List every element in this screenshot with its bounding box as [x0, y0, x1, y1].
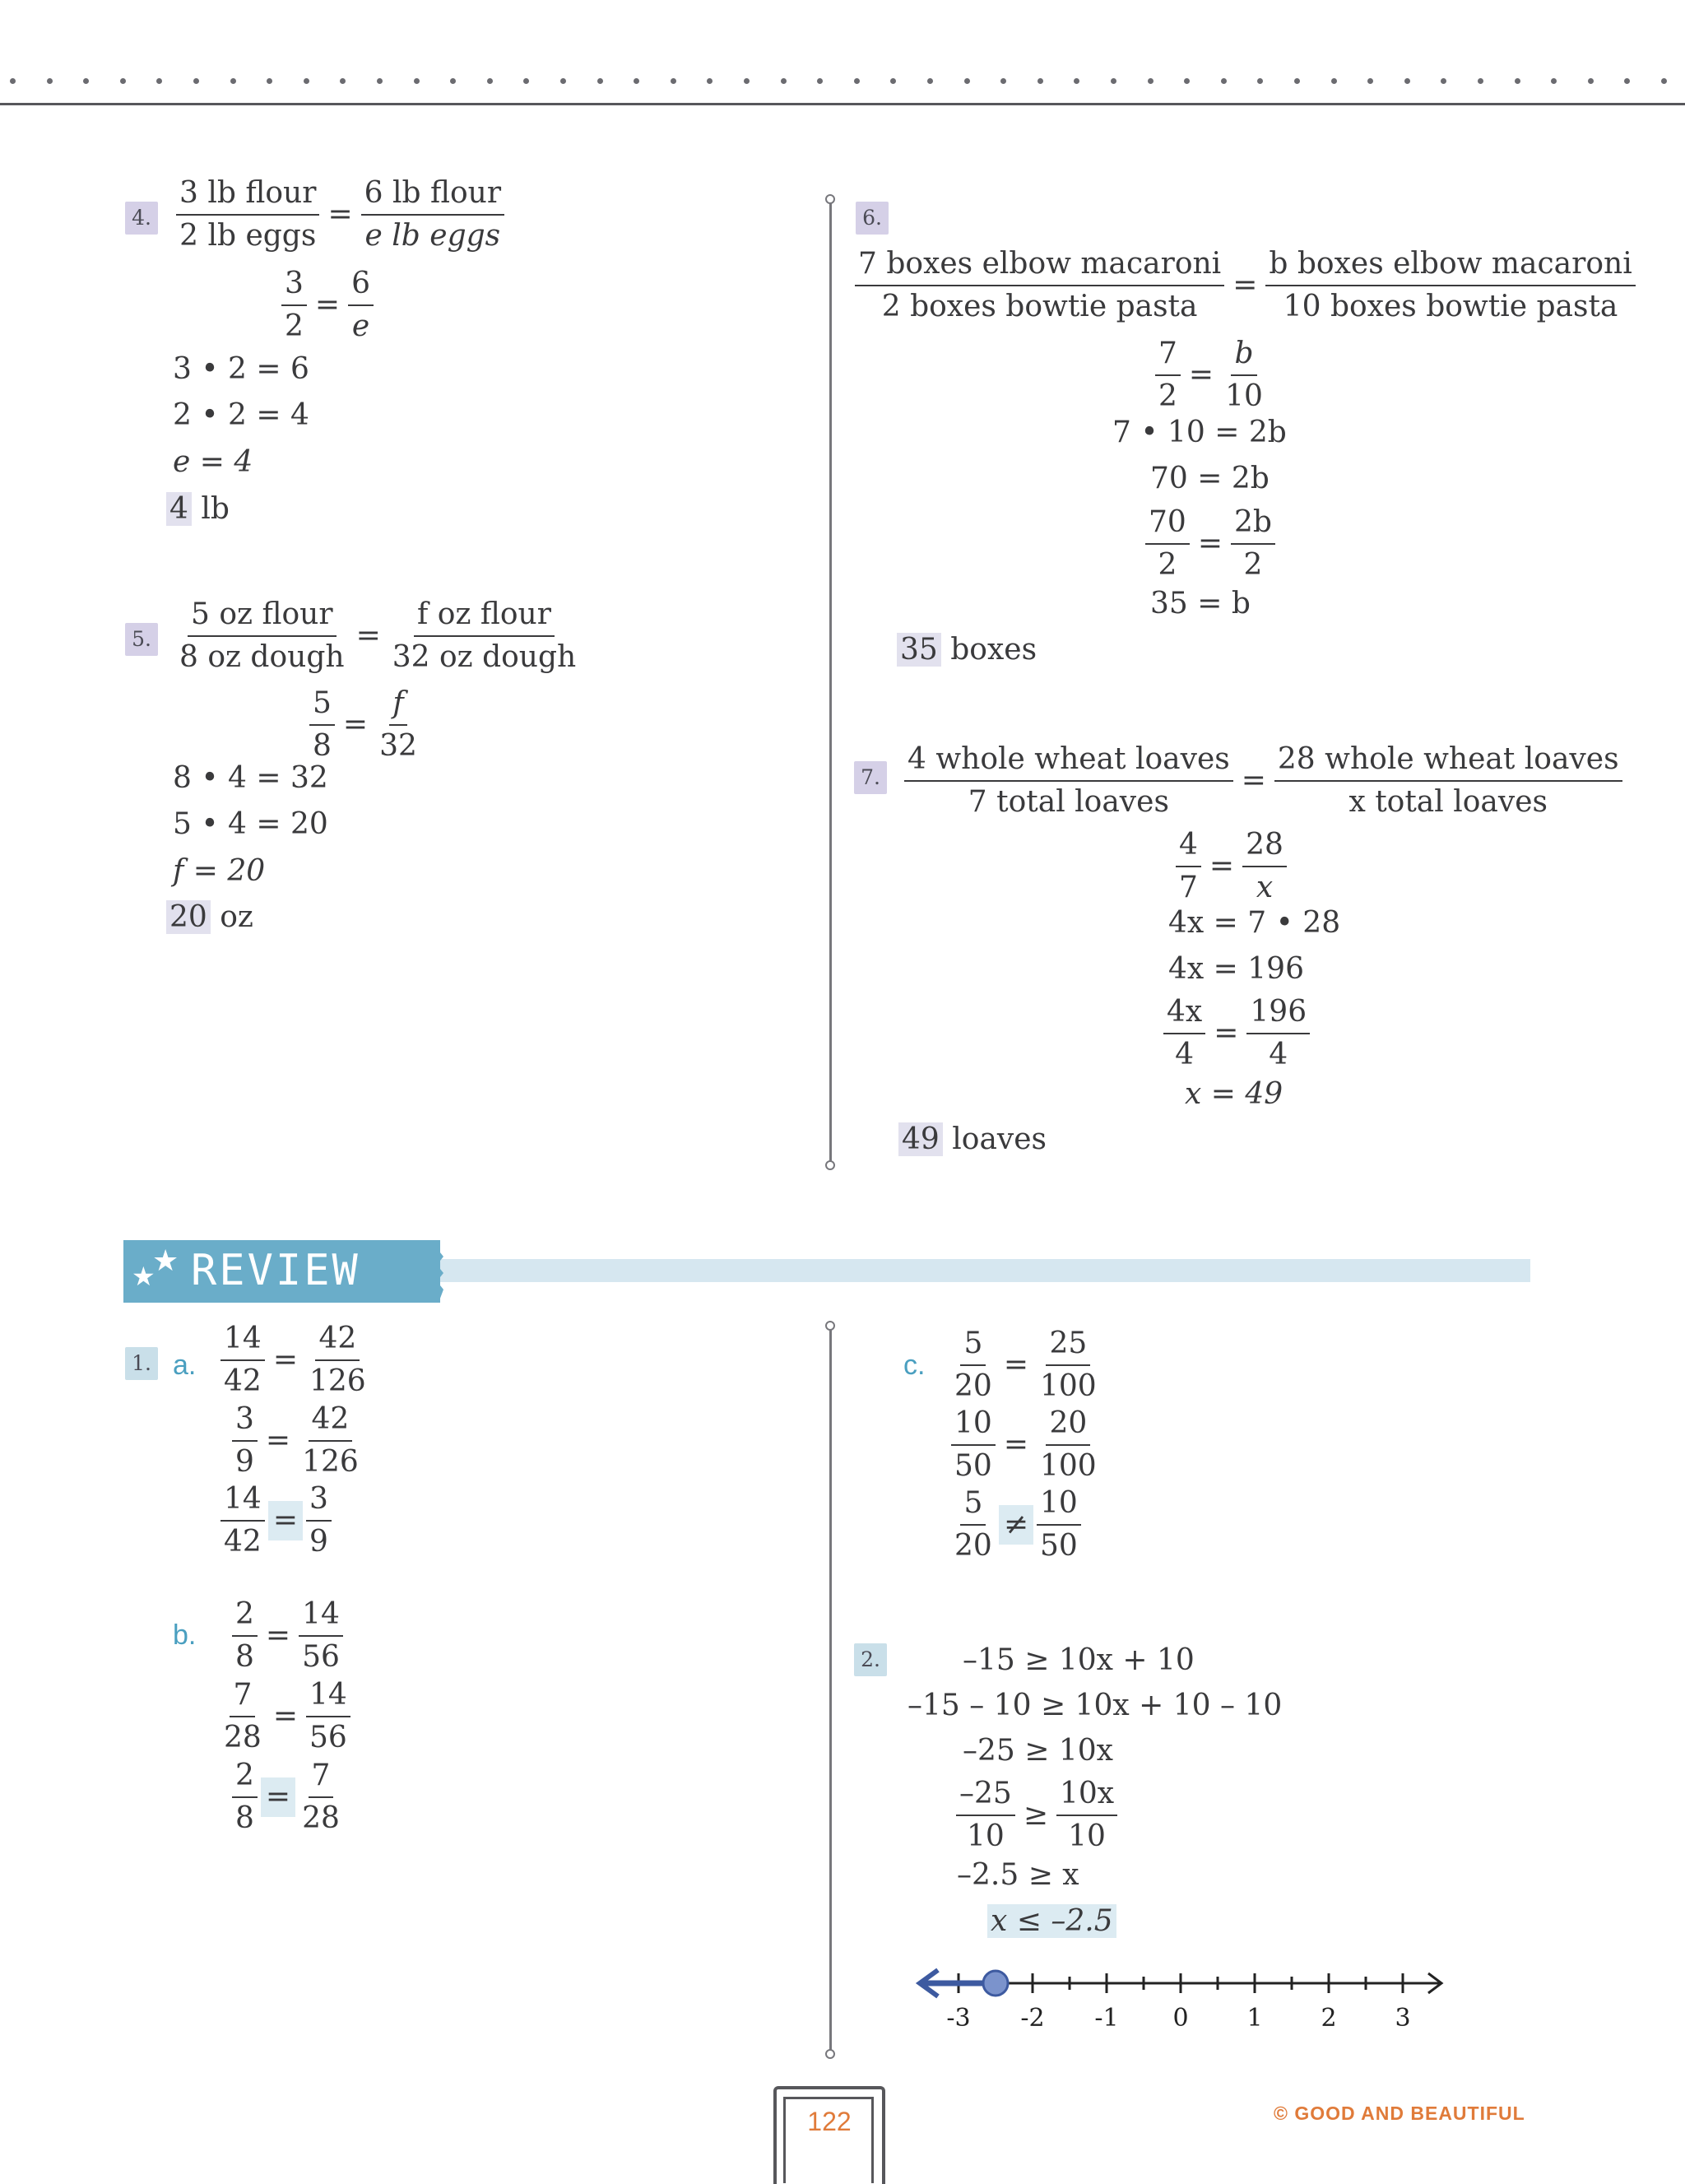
tick-label: 3: [1395, 2004, 1411, 2033]
header-dot: [1404, 78, 1410, 84]
header-dot: [1111, 78, 1116, 84]
header-dot: [377, 78, 383, 84]
header-dot: [487, 78, 493, 84]
denominator: e lb eggs: [364, 219, 501, 253]
step: 5 • 4 = 20: [173, 807, 328, 841]
header-dot: [890, 78, 896, 84]
step: 4x = 196: [1168, 952, 1304, 986]
header-dot: [1588, 78, 1594, 84]
solution-point: [983, 1971, 1008, 1996]
header-dot: [1221, 78, 1227, 84]
step: –15 ≥ 10x + 10: [963, 1643, 1195, 1677]
header-dot: [1551, 78, 1557, 84]
answer: 49 loaves: [898, 1120, 1047, 1159]
problem-number: 6.: [856, 202, 889, 235]
comparison: $\frac{5}{20}$ ≠ $\frac{10}{50}$: [948, 1483, 1084, 1567]
header-dot: [671, 78, 676, 84]
header-dot: [1331, 78, 1337, 84]
step: e = 4: [173, 445, 253, 479]
proportion: $\frac{3}{9}$ = $\frac{42}{126}$: [229, 1399, 365, 1483]
header-dot: [1661, 78, 1667, 84]
header-dot: [1257, 78, 1263, 84]
header-dot: [120, 78, 126, 84]
header-dot: [414, 78, 420, 84]
header-dot: [927, 78, 933, 84]
header-dot: [267, 78, 272, 84]
part-label: c.: [903, 1350, 926, 1381]
numerator: 3 lb flour: [176, 173, 319, 216]
proportion: $\frac{\text{4 whole wheat loaves}}{\text{7 total loaves}}$ = $\frac{\text{28 whole wheat loaves}}{\text{x total loaves}}$: [901, 739, 1626, 823]
proportion: $\frac{\text{3 lb flour}}{\text{2 lb eggs}}$ = $\frac{\text{6 lb flour}}{\text{e lb eggs}}$: [173, 173, 508, 257]
simplified-proportion: $\frac{3}{2}$ = $\frac{6}{e}$: [278, 263, 377, 347]
proportion: $\frac{2}{8}$ = $\frac{14}{56}$: [229, 1594, 346, 1678]
header-dot: [597, 78, 603, 84]
simplified-proportion: $\frac{5}{8}$ = $\frac{f}{32}$: [306, 683, 424, 767]
header-dot: [634, 78, 639, 84]
header-dot: [1184, 78, 1190, 84]
tick-label: 2: [1321, 2004, 1337, 2033]
problem-number: 4.: [125, 202, 158, 235]
header-dot: [854, 78, 860, 84]
division-step: $\frac{-25}{10}$ ≥ $\frac{10x}{10}$: [953, 1773, 1121, 1857]
header-dot: [340, 78, 346, 84]
header-dot: [1000, 78, 1006, 84]
header-dot: [1478, 78, 1483, 84]
header-rule: [0, 103, 1685, 105]
header-dot: [1294, 78, 1300, 84]
part-label: b.: [173, 1619, 197, 1651]
answer: x ≤ –2.5: [987, 1902, 1116, 1941]
numerator: 6 lb flour: [361, 173, 504, 216]
divider-cap: [825, 1160, 835, 1170]
star-icon: ★: [152, 1244, 179, 1278]
comparison: $\frac{14}{42}$ = $\frac{3}{9}$: [217, 1479, 335, 1563]
header-dot: [817, 78, 823, 84]
answer: 20 oz: [166, 898, 253, 937]
number-line: [905, 1959, 1456, 2049]
header-dot: [964, 78, 970, 84]
step: 35 = b: [1150, 587, 1251, 620]
answer: 35 boxes: [897, 630, 1037, 670]
tick-label: -3: [946, 2004, 971, 2033]
problem-number: 2.: [854, 1643, 887, 1676]
proportion: $\frac{5}{20}$ = $\frac{25}{100}$: [948, 1323, 1103, 1407]
header-dot: [193, 78, 199, 84]
step: –15 – 10 ≥ 10x + 10 – 10: [907, 1689, 1283, 1722]
step: 4x = 7 • 28: [1168, 906, 1341, 940]
step: f = 20: [173, 854, 266, 888]
footer-copyright: © GOOD AND BEAUTIFUL: [1274, 2103, 1525, 2124]
header-dot: [83, 78, 89, 84]
column-divider-bottom: [829, 1325, 832, 2053]
banner-edge: [432, 1240, 448, 1303]
step: 8 • 4 = 32: [173, 761, 328, 795]
proportion: $\frac{\text{7 boxes elbow macaroni}}{\text{2 boxes bowtie pasta}}$ = $\frac{\text{b boxes elbow macaroni}}{\text{10 boxes bowtie pasta}}$: [852, 244, 1639, 328]
proportion: $\frac{\text{5 oz flour}}{\text{8 oz dough}}$ = $\frac{\text{f oz flour}}{\text{32 oz dough}}$: [173, 594, 583, 678]
part-label: a.: [173, 1350, 197, 1381]
review-strip: [440, 1259, 1530, 1282]
header-dot: [1367, 78, 1373, 84]
step: 7 • 10 = 2b: [1112, 416, 1287, 449]
header-dot: [1148, 78, 1154, 84]
comparison: $\frac{2}{8}$ = $\frac{7}{28}$: [229, 1755, 346, 1839]
page-number: 122: [807, 2107, 852, 2136]
divider-cap: [825, 2049, 835, 2059]
answer: 4 lb: [166, 490, 230, 529]
problem-number: 1.: [125, 1347, 158, 1380]
review-title: REVIEW: [191, 1246, 360, 1295]
header-dot: [1441, 78, 1446, 84]
header-dot: [1037, 78, 1043, 84]
header-dot: [230, 78, 236, 84]
division-step: $\frac{4x}{4}$ = $\frac{196}{4}$: [1160, 992, 1313, 1076]
divider-cap: [825, 1321, 835, 1331]
divider-cap: [825, 194, 835, 204]
header-dot: [523, 78, 529, 84]
header-dot: [47, 78, 53, 84]
tick-label: -2: [1020, 2004, 1045, 2033]
header-dot: [781, 78, 787, 84]
proportion: $\frac{10}{50}$ = $\frac{20}{100}$: [948, 1403, 1103, 1487]
header-dot: [304, 78, 309, 84]
header-dot: [1515, 78, 1520, 84]
problem-number: 5.: [125, 623, 158, 656]
problem-number: 7.: [854, 761, 887, 794]
step: –25 ≥ 10x: [963, 1734, 1113, 1768]
header-dot: [10, 78, 16, 84]
tick-label: 0: [1172, 2004, 1189, 2033]
proportion: $\frac{14}{42}$ = $\frac{42}{126}$: [217, 1318, 373, 1402]
step: 70 = 2b: [1150, 462, 1270, 495]
proportion: $\frac{7}{28}$ = $\frac{14}{56}$: [217, 1675, 354, 1759]
tick-label: -1: [1094, 2004, 1119, 2033]
header-dot: [156, 78, 162, 84]
step: 3 • 2 = 6: [173, 352, 309, 386]
header-dot: [560, 78, 566, 84]
step: 2 • 2 = 4: [173, 398, 309, 432]
division-step: $\frac{70}{2}$ = $\frac{2b}{2}$: [1142, 502, 1279, 586]
step: x = 49: [1185, 1077, 1283, 1111]
header-dot: [707, 78, 713, 84]
tick-label: 1: [1246, 2004, 1263, 2033]
star-icon: ★: [132, 1261, 156, 1292]
header-dot: [744, 78, 750, 84]
step: –2.5 ≥ x: [957, 1858, 1079, 1892]
denominator: 2 lb eggs: [179, 219, 317, 253]
header-dot: [1624, 78, 1630, 84]
simplified-proportion: $\frac{4}{7}$ = $\frac{28}{x}$: [1172, 825, 1290, 908]
simplified-proportion: $\frac{7}{2}$ = $\frac{b}{10}$: [1152, 333, 1270, 417]
header-dot: [450, 78, 456, 84]
column-divider-top: [829, 197, 832, 1164]
header-dot: [1074, 78, 1079, 84]
